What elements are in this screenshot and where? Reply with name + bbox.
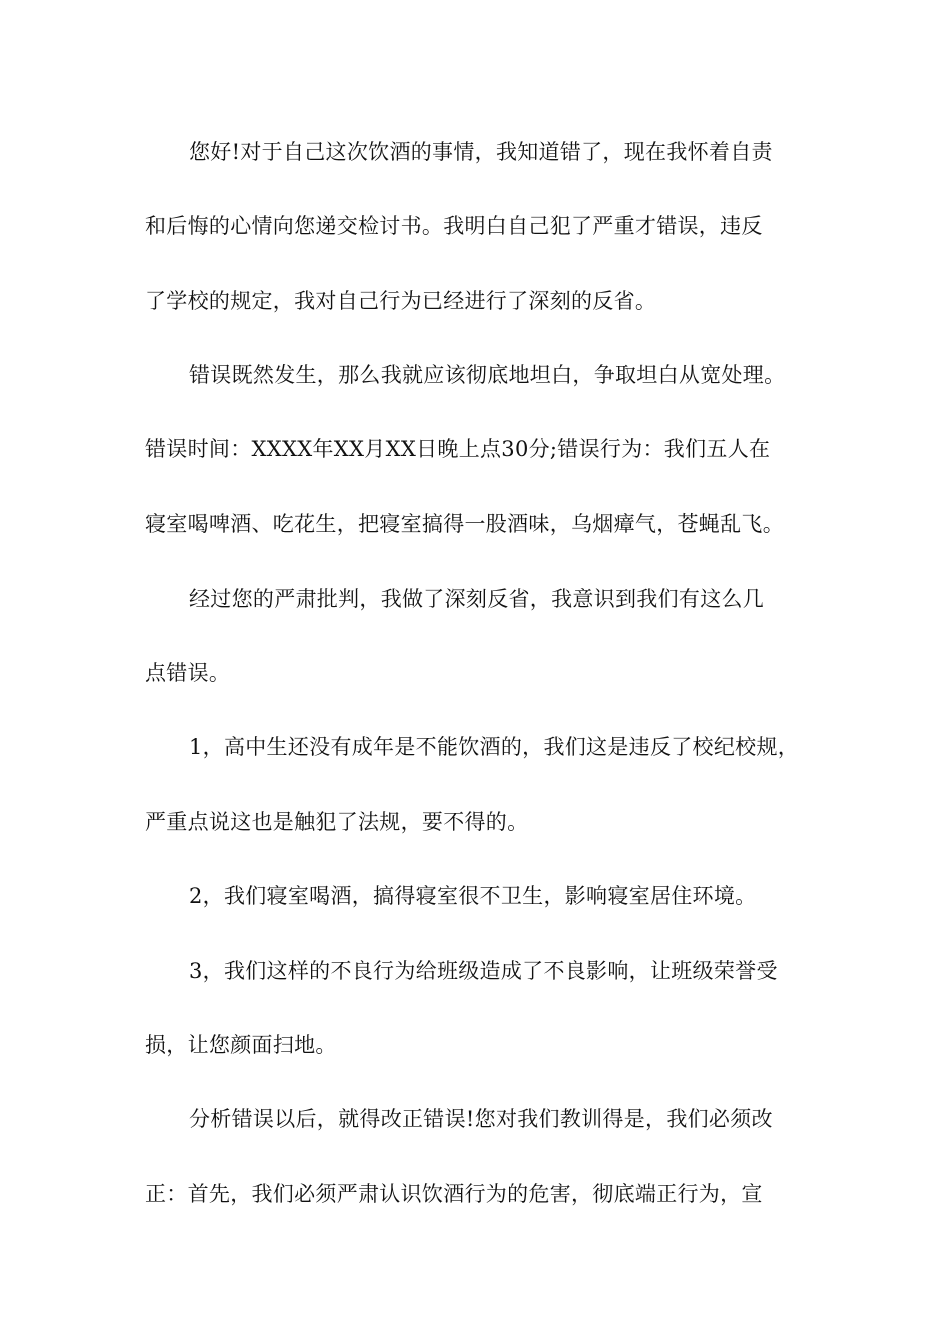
paragraph-line: 了学校的规定，我对自己行为已经进行了深刻的反省。	[145, 289, 657, 313]
paragraph-line: 1，高中生还没有成年是不能饮酒的，我们这是违反了校纪校规，	[189, 735, 800, 759]
paragraph-line: 2，我们寝室喝酒，搞得寝室很不卫生，影响寝室居住环境。	[189, 884, 757, 908]
paragraph-line: 错误既然发生，那么我就应该彻底地坦白，争取坦白从宽处理。	[189, 363, 786, 387]
paragraph-line: 错误时间：XXXX年XX月XX日晚上点30分;错误行为：我们五人在	[145, 437, 771, 461]
paragraph-line: 3，我们这样的不良行为给班级造成了不良影响，让班级荣誉受	[189, 959, 778, 983]
paragraph-line: 损，让您颜面扫地。	[145, 1033, 337, 1057]
paragraph-line: 严重点说这也是触犯了法规，要不得的。	[145, 810, 529, 834]
paragraph-line: 您好!对于自己这次饮酒的事情，我知道错了，现在我怀着自责	[189, 140, 773, 164]
paragraph-line: 寝室喝啤酒、吃花生，把寝室搞得一股酒味，乌烟瘴气，苍蝇乱飞。	[145, 512, 784, 536]
paragraph-line: 分析错误以后，就得改正错误!您对我们教训得是，我们必须改	[189, 1107, 773, 1131]
paragraph-line: 经过您的严肃批判，我做了深刻反省，我意识到我们有这么几	[189, 587, 765, 611]
paragraph-line: 正：首先，我们必须严肃认识饮酒行为的危害，彻底端正行为，宣	[145, 1182, 763, 1206]
paragraph-line: 和后悔的心情向您递交检讨书。我明白自己犯了严重才错误，违反	[145, 214, 763, 238]
paragraph-line: 点错误。	[145, 661, 231, 685]
